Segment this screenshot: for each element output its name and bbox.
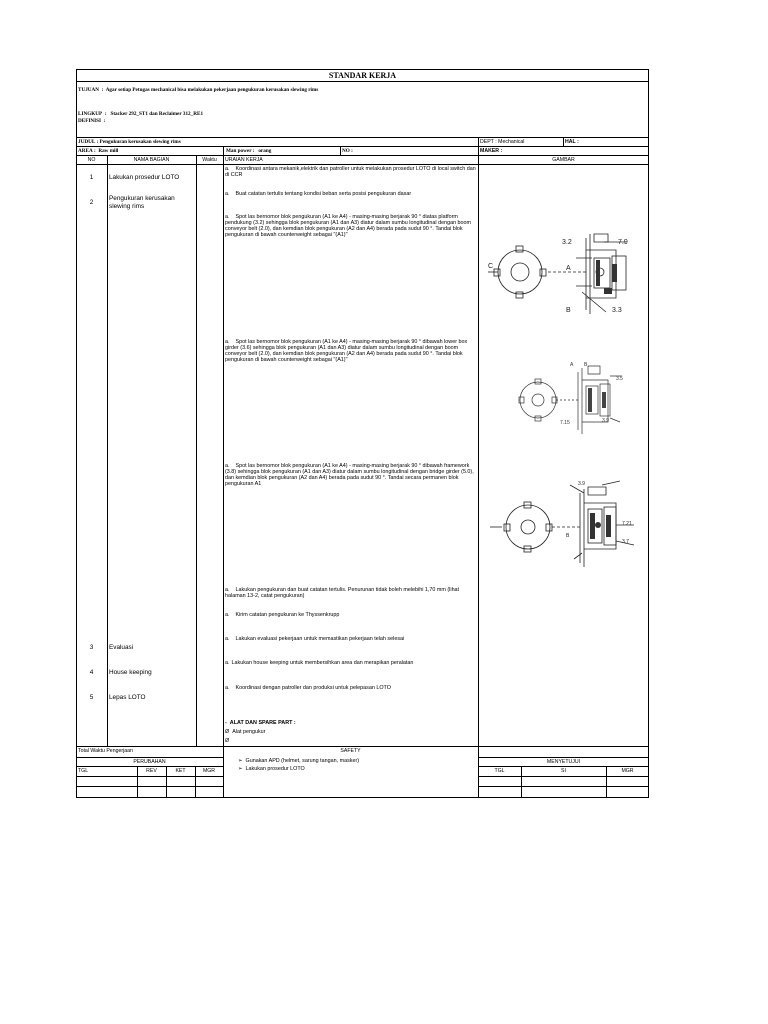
tujuan-row: TUJUAN : Agar setiap Petugas mechanical bisa melakukan pekerjaan pengukuran kerusakan slewing rims (78, 87, 319, 93)
d1-label-3: A (566, 265, 571, 272)
step-5-name: Lepas LOTO (109, 694, 146, 701)
rule-area (76, 146, 649, 147)
dept-label: DEPT (480, 139, 494, 145)
perubahan-heading: PERUBAHAN (133, 759, 166, 765)
area-label: AREA (78, 148, 93, 154)
uraian-p2-label: a. (225, 191, 230, 197)
d3-label-3: 3.7 (622, 539, 629, 545)
uraian-p6-label: a. (225, 587, 230, 593)
rule-row1b (478, 776, 649, 777)
rule-si-header (478, 766, 649, 767)
mgr-header: MGR (202, 768, 216, 774)
col-divider-waktu (223, 146, 224, 798)
rule-header (76, 155, 649, 156)
step-3-name: Evaluasi (109, 644, 134, 651)
manpower-row (226, 148, 338, 154)
col-divider-uraian (478, 137, 479, 798)
step-2-name: Pengukuran kerusakan slewing rims (109, 195, 175, 210)
col-divider-manpower (340, 146, 341, 155)
uraian-p2-text: Buat catatan tertulis tentang kondisi beban serta posisi pengukuran dasar (235, 191, 412, 197)
uraian-p9-label: a. (225, 660, 230, 666)
uraian-p10-text: Koordinasi dengan patroller dan produksi untuk pelepasan LOTO (235, 685, 391, 691)
d1-label-4: B (566, 307, 571, 314)
judul-value: Pengukuran kerusakan slewing rims (99, 139, 181, 145)
col-header-no: NO (87, 157, 96, 163)
total-waktu-label: Total Waktu Pengerjaan (78, 748, 133, 754)
area-row: AREA : Raw mill (78, 148, 119, 154)
uraian-p10-label: a. (225, 685, 230, 691)
uraian-p3 (225, 214, 477, 238)
rule-title (76, 81, 649, 82)
safety-item-1: ➢ Gunakan APD (helmet, sarung tangan, masker) (238, 758, 360, 764)
safety-item-2-text: Lakukan prosedur LOTO (245, 766, 305, 772)
uraian-p4-text: Spot las bernomor blok pengukuran (A1 ke A4) - masing-masing berjarak 90 ° dibawah lower box girder (3.6) sehingga blok pengukuran (A1 dan A3) diatur dalam sumbu longitudinal dengan boom conveyor belt (2.0), dan kemdian blok pengukuran (A2 dan A4) berada pada sudut 90 °. Tandai blok pengukuran di bawah counterweight sebagai "(A1)" (225, 339, 468, 364)
hal-row: HAL : (565, 139, 581, 145)
rule-rev-header (76, 766, 223, 767)
uraian-p10 (225, 685, 477, 691)
d3-label-2: 7.21 (622, 521, 632, 527)
rule-perubahan (76, 757, 223, 758)
uraian-p9-text: Lakukan house keeping untuk membersihkan area dan merapikan peralatan (231, 660, 414, 666)
d1-label-5: 3.3 (612, 307, 622, 314)
alat-item-2: Ø (225, 738, 233, 744)
d2-label-2: B (584, 362, 588, 368)
mgr2-header: MGR (621, 768, 634, 774)
step-4-no: 4 (89, 669, 94, 676)
page-title: STANDAR KERJA (328, 71, 397, 80)
tgl-header: TGL (78, 768, 89, 774)
d3-label-1: 3.9 (578, 481, 585, 487)
uraian-p5-text: Spot las bernomor blok pengukuran (A1 ke A4) - masing-masing berjarak 90 ° dibawah framework (3.8) sehingga blok pengukuran (A1 dan A3) diatur dalam sumbu longitudinal dengan bridge girder (5.0), dan kemdian blok pengukuran (A2 dan A4) berada pada sudut 90 °. Tandai secara permanen blok pengukuran A1 (225, 463, 474, 488)
rim-circle-3 (506, 505, 550, 549)
step-4-name: House keeping (109, 669, 152, 676)
lingkup-value: Stacker 292_ST1 dan Reclaimer 312_RE1 (110, 111, 204, 117)
col-header-uraian: URAIAN KERJA (225, 157, 263, 163)
uraian-p5 (225, 463, 477, 487)
uraian-p6-text: Lakukan pengukuran dan buat catatan tertulis. Penurunan tidak boleh melebihi 1,70 mm (lihat halaman 13-2, catat pengukuran) (225, 587, 460, 600)
col-divider-no (107, 155, 108, 746)
uraian-p4 (225, 339, 477, 363)
area-value: Raw mill (98, 148, 119, 154)
alat-item-1: Ø Alat pengukur (225, 729, 266, 735)
slewing-rim-diagram-1 (486, 228, 636, 320)
col-header-gambar: GAMBAR (552, 157, 575, 163)
uraian-p6 (225, 587, 477, 599)
safety-item-2: ➢ Lakukan prosedur LOTO (238, 766, 305, 772)
rule-row2b (478, 786, 649, 787)
uraian-p1-text: Koordinasi antara mekanik,elektrik dan patroller untuk melakukan prosedur LOTO di local switch dan di CCR (225, 166, 476, 179)
uraian-p7-label: a. (225, 612, 230, 618)
uraian-p2 (225, 191, 477, 197)
judul-label: JUDUL (78, 139, 96, 145)
lingkup-label: LINGKUP (78, 111, 103, 117)
col-divider-nama (196, 155, 197, 746)
step-2-no: 2 (89, 199, 94, 206)
maker-label: MAKER (480, 148, 500, 154)
safety-heading: SAFETY (340, 748, 361, 754)
uraian-p1-label: a. (225, 166, 230, 172)
step-5-no: 5 (89, 694, 94, 701)
manpower-value: orang (258, 148, 272, 154)
d1-label-6: C (488, 263, 494, 270)
hal-label: HAL (565, 139, 576, 145)
no-field-label: NO (342, 148, 350, 154)
tujuan-value: Agar setiap Petugas mechanical bisa melakukan pekerjaan pengukuran kerusakan slewing rims (105, 87, 319, 93)
rule-row2 (76, 786, 223, 787)
ket-header: KET (175, 768, 186, 774)
no-field-row: NO : (342, 148, 355, 154)
d1-label-1: 3.2 (562, 239, 572, 246)
uraian-p3-label: a. (225, 214, 230, 220)
d2-label-5: 3.9 (602, 418, 609, 424)
menyetujui-heading: MENYETUJUI (546, 759, 581, 765)
d2-label-3: 3.5 (616, 376, 623, 382)
rim-circle-2 (520, 382, 556, 418)
dept-value: Mechanical (498, 139, 525, 145)
uraian-p5-label: a. (225, 463, 230, 469)
d2-label-1: A (570, 362, 574, 368)
uraian-p9 (225, 660, 477, 666)
si-header: SI (561, 768, 566, 774)
uraian-p8 (225, 636, 477, 642)
definisi-row: DEFINISI : (78, 118, 107, 124)
definisi-label: DEFINISI (78, 118, 102, 124)
uraian-p8-label: a. (225, 636, 230, 642)
rule-columns (76, 164, 649, 165)
col-header-waktu: Waktu (202, 157, 217, 163)
alat-heading: - ALAT DAN SPARE PART : (225, 720, 296, 726)
step-1-no: 1 (89, 174, 94, 181)
col-divider-hal (563, 137, 564, 146)
rule-footer-top (76, 746, 649, 747)
uraian-p1 (225, 166, 477, 178)
d1-label-2: 7.9 (618, 239, 628, 246)
uraian-p7-text: Kirim catatan pengukuran ke Thyssenkrupp (235, 612, 340, 618)
uraian-p7 (225, 612, 477, 618)
rule-menyetujui (478, 757, 649, 758)
dept-row: DEPT : Mechanical (480, 139, 525, 145)
rev-header: REV (146, 768, 157, 774)
step-3-no: 3 (89, 644, 94, 651)
uraian-p4-label: a. (225, 339, 230, 345)
col-header-nama: NAMA BAGIAN (133, 157, 170, 163)
rim-circle (498, 250, 542, 294)
maker-row: MAKER : (480, 148, 504, 154)
d2-label-4: 7.15 (560, 420, 570, 426)
slewing-rim-diagram-2 (516, 358, 636, 448)
step-1-name: Lakukan prosedur LOTO (109, 174, 180, 181)
slewing-rim-diagram-3 (488, 475, 638, 571)
alat-item-1-text: Alat pengukur (232, 729, 266, 735)
tgl2-header: TGL (494, 768, 505, 774)
judul-row: JUDUL : Pengukuran kerusakan slewing rims (78, 139, 181, 145)
d3-label-4: B (566, 533, 570, 539)
tujuan-label: TUJUAN (78, 87, 100, 93)
lingkup-row: LINGKUP : Stacker 292_ST1 dan Reclaimer 312_RE1 (78, 111, 204, 117)
uraian-p3-text: Spot las bernomor blok pengukuran (A1 ke A4) - masing-masing berjarak 90 ° diatas platform pendukung (3.2) sehingga blok pengukuran (A1 dan A3) diatur dalam sumbu longitudinal dengan boom conveyor belt (2.0), dan kemdian blok pengukuran (A2 dan A4) berada pada sudut 90 °. Tandai blok pengukuran di bawah counterweight sebagai "(A1)" (225, 214, 472, 239)
alat-heading-text: ALAT DAN SPARE PART : (229, 720, 296, 726)
safety-item-1-text: Gunakan APD (helmet, sarung tangan, masker) (245, 758, 360, 764)
manpower-label: Man power : (226, 148, 255, 154)
uraian-p8-text: Lakukan evaluasi pekerjaan untuk memastikan pekerjaan telah selesai (235, 636, 405, 642)
rule-row1 (76, 776, 223, 777)
